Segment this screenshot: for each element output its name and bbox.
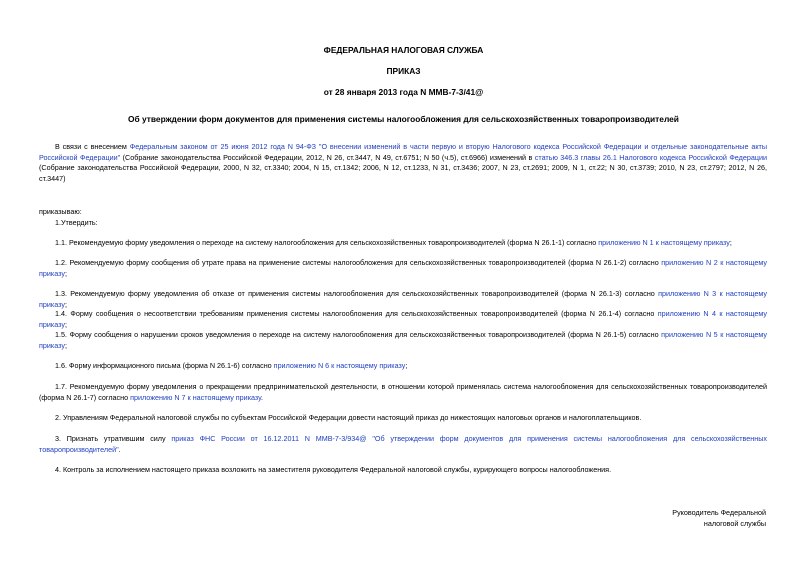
preamble-text-1: В связи с внесением — [55, 142, 130, 151]
item-text: 1.6. Форму информационного письма (форма N 26.1-6) согласно — [55, 361, 274, 370]
paragraph-2: 2. Управлениям Федеральной налоговой службы по субъектам Российской Федерации довести настоящий приказ до нижестоящих налоговых органов и налогоплательщиков. — [55, 413, 642, 422]
document-title: Об утверждении форм документов для применения системы налогообложения для сельскохозяйственных товаропроизводителей — [128, 114, 679, 124]
preamble-text-2: (Собрание законодательства Российской Федерации, 2012, N 26, ст.3447, N 49, ст.6751; N 50 (ч.5), ст.6966) изменений в — [120, 152, 535, 162]
doc-type: ПРИКАЗ — [386, 66, 421, 76]
item-1-3 — [39, 289, 767, 310]
preamble — [39, 142, 767, 184]
paragraph-3-text: 3. Признать утратившим силу — [55, 434, 172, 443]
item-1-1 — [39, 238, 767, 249]
approve-line: 1.Утвердить: — [55, 218, 98, 227]
item-text: 1.3. Рекомендуемую форму уведомления об отказе от применения системы налогообложения для сельскохозяйственных товаропроизводителей (форма N 26.1-3) согласно — [55, 289, 659, 298]
item-tail: ; — [64, 268, 67, 278]
appendix-3-link[interactable]: приложению N 3 к настоящему приказу — [39, 289, 768, 309]
item-text: 1.2. Рекомендуемую форму сообщения об утрате права на применение системы налогообложения для сельскохозяйственных товаропроизводителей (форма N 26.1-2) согласно — [55, 258, 662, 267]
repealed-order-link[interactable]: приказ ФНС России от 16.12.2011 N ММВ-7-3/934@ "Об утверждении форм документов для применения системы налогообложения для сельскохозяйственных товаропроизводителей" — [39, 434, 767, 454]
item-tail: ; — [64, 319, 67, 329]
appendix-6-link[interactable]: приложению N 6 к настоящему приказу — [273, 361, 406, 370]
paragraph-4: 4. Контроль за исполнением настоящего приказа возложить на заместителя руководителя Федеральной налоговой службы, курирующего вопросы налогообложения. — [55, 465, 612, 474]
signature-line-2: налоговой службы — [703, 519, 766, 528]
appendix-2-link[interactable]: приложению N 2 к настоящему приказу — [39, 258, 768, 278]
item-tail: ; — [64, 299, 67, 309]
item-1-2 — [39, 258, 767, 279]
item-text: 1.1. Рекомендуемую форму уведомления о переходе на систему налогообложения для сельскохозяйственных товаропроизводителей (форма N 26.1-1) согласно — [55, 238, 599, 247]
federal-law-link[interactable]: Федеральным законом от 25 июня 2012 года N 94-ФЗ "О внесении изменений в части первую и вторую Налогового кодекса Российской Федерации и отдельные законодательные акты Российской Федерации" — [39, 142, 767, 162]
item-1-7 — [39, 382, 767, 403]
item-tail: ; — [64, 340, 67, 350]
appendix-7-link[interactable]: приложению N 7 к настоящему приказу — [130, 392, 262, 402]
paragraph-3-tail: . — [118, 444, 121, 454]
org-name: ФЕДЕРАЛЬНАЯ НАЛОГОВАЯ СЛУЖБА — [323, 45, 484, 55]
appendix-1-link[interactable]: приложению N 1 к настоящему приказу — [598, 238, 730, 247]
order-word: приказываю: — [39, 207, 82, 216]
item-tail: ; — [729, 238, 732, 247]
preamble-text-3: (Собрание законодательства Российской Федерации, 2000, N 32, ст.3340; 2004, N 15, ст.1342; 2006, N 12, ст.1233, N 31, ст.3436; 2007, N 23, ст.2691; 2009, N 1, ст.22; N 30, ст.3739; 2010, N 23, ст.2797; 2012, N 26, ст.3447) — [39, 163, 767, 183]
doc-date-number: от 28 января 2013 года N ММВ-7-3/41@ — [323, 87, 484, 97]
item-1-6 — [39, 361, 767, 372]
tax-code-article-link[interactable]: статью 346.3 главы 26.1 Налогового кодекса Российской Федерации — [534, 152, 767, 162]
item-1-5 — [39, 330, 767, 351]
item-text: 1.4. Форму сообщения о несоответствии требованиям применения системы налогообложения для сельскохозяйственных товаропроизводителей (форма N 26.1-4) согласно — [55, 309, 658, 318]
item-1-4 — [39, 309, 767, 330]
item-text: 1.5. Форму сообщения о нарушении сроков уведомления о переходе на систему налогообложения для сельскохозяйственных товаропроизводителей (форма N 26.1-5) согласно — [55, 330, 662, 339]
item-text: 1.7. Рекомендуемую форму уведомления о прекращении предпринимательской деятельности, в отношении которой применялась система налогообложения для сельскохозяйственных товаропроизводителей (форма N 26.1-7) согласно — [39, 382, 767, 402]
appendix-5-link[interactable]: приложению N 5 к настоящему приказу — [39, 330, 767, 350]
item-tail: ; — [405, 361, 408, 370]
paragraph-3 — [39, 434, 767, 455]
item-tail: . — [261, 392, 264, 402]
signature-line-1: Руководитель Федеральной — [672, 508, 766, 517]
appendix-4-link[interactable]: приложению N 4 к настоящему приказу — [39, 309, 767, 329]
